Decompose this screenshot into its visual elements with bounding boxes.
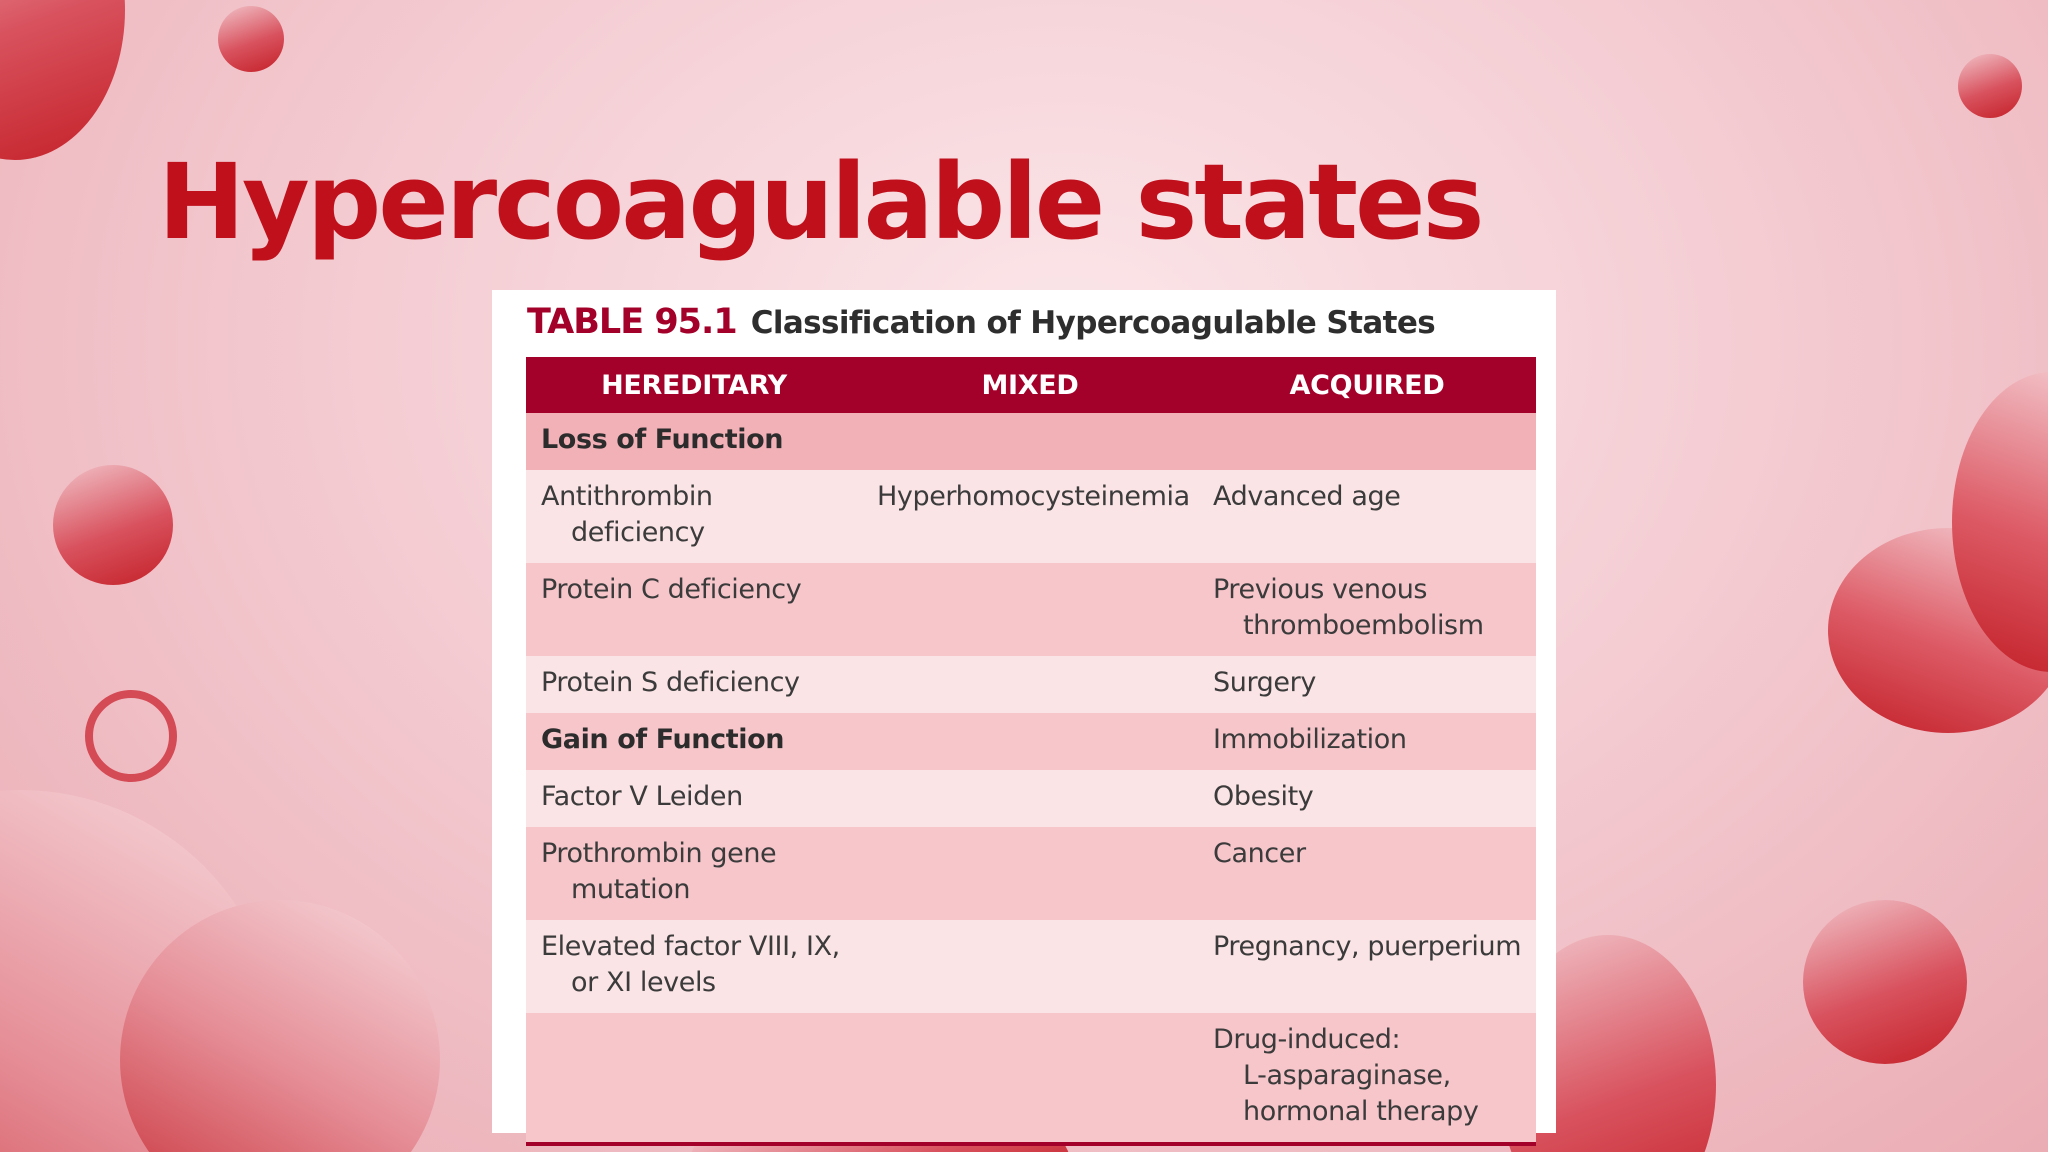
cell-mixed — [862, 770, 1198, 827]
cell-hereditary — [526, 563, 862, 656]
cell-text: Prothrombin gene — [541, 838, 777, 869]
cell-text: Factor V Leiden — [541, 781, 743, 812]
cell-text: Protein S deficiency — [541, 667, 800, 698]
table-row — [526, 563, 1536, 656]
cell-text: Antithrombin — [541, 481, 713, 512]
cell-mixed — [862, 920, 1198, 1013]
table-row — [526, 656, 1536, 713]
cell-acquired — [1198, 656, 1536, 713]
table-row — [526, 920, 1536, 1013]
table-number: TABLE 95.1 — [527, 302, 737, 342]
cell-mixed — [862, 827, 1198, 920]
header-hereditary: HEREDITARY — [526, 357, 862, 413]
cell-text: hormonal therapy — [1243, 1096, 1479, 1127]
decor-circle-bottom-right — [1803, 900, 1967, 1064]
decor-ring-left — [85, 690, 177, 782]
table-figure — [492, 290, 1556, 1133]
table-row — [526, 470, 1536, 563]
cell-acquired — [1198, 920, 1536, 1013]
cell-text: Advanced age — [1213, 481, 1401, 512]
cell-mixed: Hyperhomocysteinemia — [862, 470, 1198, 563]
cell-text: Pregnancy, puerperium — [1213, 931, 1522, 962]
cell-hereditary — [526, 827, 862, 920]
cell-hereditary — [526, 770, 862, 827]
cell-text: mutation — [571, 874, 691, 905]
table-title: Classification of Hypercoagulable States — [750, 305, 1436, 341]
section-label: Loss of Function — [526, 413, 1536, 470]
cell-text: thromboembolism — [1243, 610, 1484, 641]
cell-text: Cancer — [1213, 838, 1306, 869]
cell-text: Surgery — [1213, 667, 1316, 698]
cell-text: Previous venous — [1213, 574, 1428, 605]
section-label-gain-of-function: Gain of Function — [526, 713, 862, 770]
cell-acquired — [1198, 563, 1536, 656]
cell-text: deficiency — [571, 517, 705, 548]
cell-text: L-asparaginase, — [1243, 1060, 1451, 1091]
decor-dot-top-right — [1958, 54, 2022, 118]
table-row — [526, 770, 1536, 827]
slide-title: Hypercoagulable states — [158, 141, 1482, 263]
table-row — [526, 1013, 1536, 1144]
cell-acquired — [1198, 770, 1536, 827]
cell-acquired — [1198, 827, 1536, 920]
header-mixed: MIXED — [862, 357, 1198, 413]
cell-text: Protein C deficiency — [541, 574, 802, 605]
cell-acquired — [1198, 713, 1536, 770]
cell-acquired — [1198, 1013, 1536, 1144]
cell-text: Elevated factor VIII, IX, — [541, 931, 840, 962]
section-row-loss-of-function — [526, 413, 1536, 470]
cell-mixed — [862, 713, 1198, 770]
cell-hereditary — [526, 470, 862, 563]
cell-mixed — [862, 563, 1198, 656]
cell-acquired — [1198, 470, 1536, 563]
cell-mixed — [862, 656, 1198, 713]
cell-hereditary — [526, 656, 862, 713]
table-header-row — [526, 357, 1536, 413]
table-caption — [527, 302, 1435, 342]
decor-blob-top-left — [0, 0, 125, 160]
classification-table — [526, 357, 1536, 1146]
decor-dot-top — [218, 6, 284, 72]
table-row — [526, 827, 1536, 920]
cell-text: Immobilization — [1213, 724, 1407, 755]
header-acquired: ACQUIRED — [1198, 357, 1536, 413]
cell-mixed — [862, 1013, 1198, 1144]
cell-text: or XI levels — [571, 967, 716, 998]
cell-text: Drug-induced: — [1213, 1024, 1401, 1055]
table-row — [526, 713, 1536, 770]
decor-circle-left — [53, 465, 173, 585]
cell-hereditary — [526, 1013, 862, 1144]
cell-hereditary — [526, 920, 862, 1013]
cell-text: Obesity — [1213, 781, 1314, 812]
